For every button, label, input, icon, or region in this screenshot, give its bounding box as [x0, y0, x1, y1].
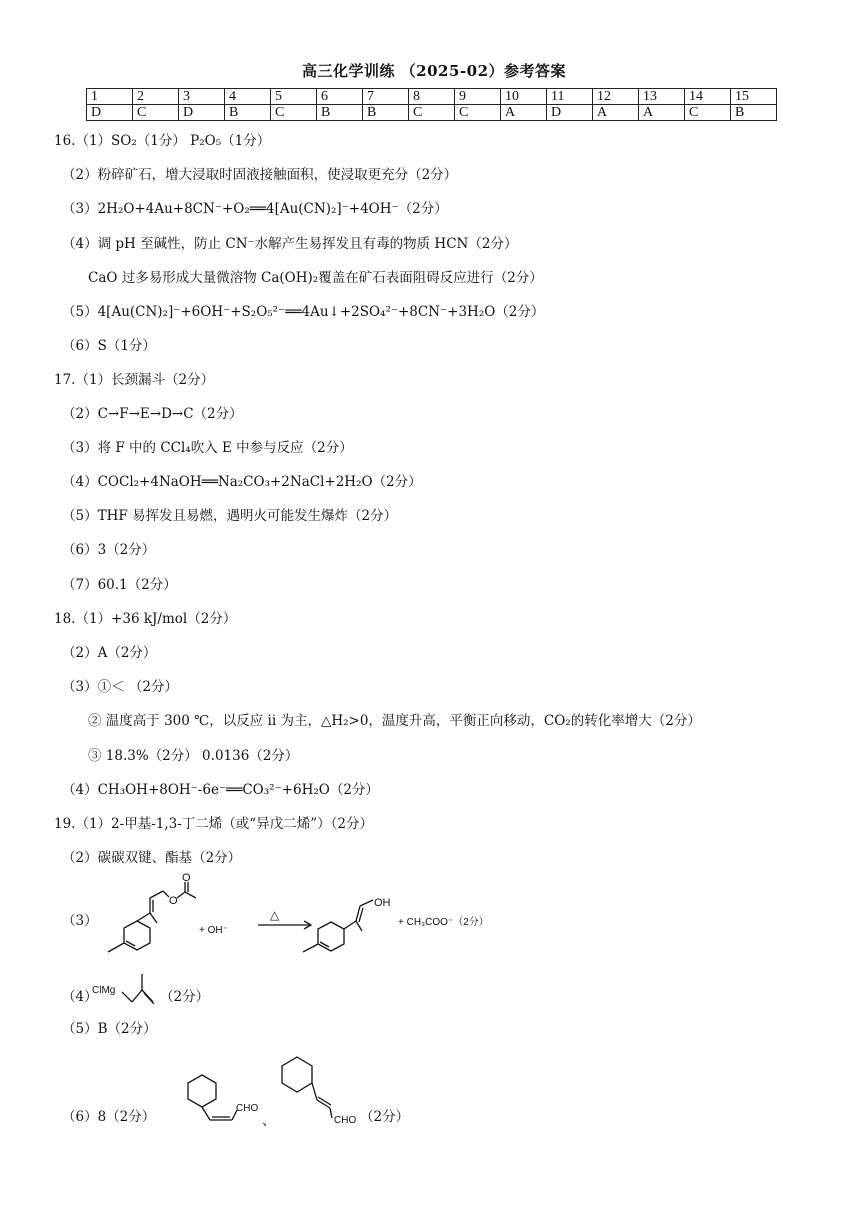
answer-cell: C — [455, 105, 501, 121]
answer-18-3b: ② 温度高于 300 ℃，以反应 ii 为主，△H₂>0，温度升高，平衡正向移动，CO₂的转化率增大（2分） — [88, 713, 701, 729]
question-number: 11 — [547, 89, 593, 105]
question-number: 13 — [639, 89, 685, 105]
answer-cell: A — [639, 105, 685, 121]
answer-19-6-label: （6）8（2分） — [62, 1109, 156, 1125]
answer-cell: B — [363, 105, 409, 121]
answer-16-4a: （4）调 pH 至碱性，防止 CN⁻水解产生易挥发且有毒的物质 HCN（2分） — [62, 236, 518, 252]
isomer-separator: 、 — [262, 1113, 276, 1129]
answer-cell: B — [317, 105, 363, 121]
answer-17-2: （2）C→F→E→D→C（2分） — [62, 406, 243, 422]
question-number: 8 — [409, 89, 455, 105]
answer-cell: B — [225, 105, 271, 121]
answer-18-4: （4）CH₃OH+8OH⁻-6e⁻══CO₃²⁻+6H₂O（2分） — [62, 782, 379, 798]
answer-16-2: （2）粉碎矿石，增大浸取时固液接触面积，使浸取更充分（2分） — [62, 167, 458, 183]
answer-table — [86, 88, 777, 121]
answer-19-1: 19.（1）2-甲基-1,3-丁二烯（或“异戊二烯”）（2分） — [54, 816, 373, 832]
answer-18-1: 18.（1）+36 kJ/mol（2分） — [54, 611, 237, 627]
carbonyl-oxygen-label: O — [182, 872, 191, 884]
question-number: 4 — [225, 89, 271, 105]
acetate-product: + CH₃COO⁻（2分） — [398, 917, 489, 928]
reactant-ester-structure — [95, 872, 205, 966]
question-number: 2 — [133, 89, 179, 105]
page-title: 高三化学训练 （2025-02）参考答案 — [301, 62, 567, 80]
answer-cell: C — [271, 105, 317, 121]
heat-symbol: △ — [270, 908, 280, 922]
question-number: 5 — [271, 89, 317, 105]
answer-19-4-label: （4） — [62, 989, 98, 1005]
answer-16-5: （5）4[Au(CN)₂]⁻+6OH⁻+S₂O₅²⁻══4Au↓+2SO₄²⁻+8CN⁻+3H₂O（2分） — [62, 304, 545, 320]
question-number: 10 — [501, 89, 547, 105]
answer-17-5: （5）THF 易挥发且易燃，遇明火可能发生爆炸（2分） — [62, 508, 398, 524]
answer-17-7: （7）60.1（2分） — [62, 577, 177, 593]
answer-16-6: （6）S（1分） — [62, 338, 156, 354]
answer-17-4: （4）COCl₂+4NaOH══Na₂CO₃+2NaCl+2H₂O（2分） — [62, 474, 422, 490]
answer-17-6: （6）3（2分） — [62, 542, 156, 558]
answer-cell: C — [133, 105, 179, 121]
answer-17-1: 17.（1）长颈漏斗（2分） — [54, 372, 215, 388]
answer-cell: D — [179, 105, 225, 121]
ester-oxygen-label: O — [169, 895, 178, 907]
question-number: 15 — [731, 89, 777, 105]
answer-16-1: 16.（1）SO₂（1分） P₂O₅（1分） — [54, 133, 271, 149]
answer-19-6-score: （2分） — [360, 1109, 410, 1125]
answer-table-answer-row — [87, 105, 777, 121]
answer-16-4b: CaO 过多易形成大量微溶物 Ca(OH)₂覆盖在矿石表面阻碍反应进行（2分） — [88, 270, 543, 286]
answer-19-2: （2）碳碳双键、酯基（2分） — [62, 850, 242, 866]
answer-cell: B — [731, 105, 777, 121]
answer-16-3: （3）2H₂O+4Au+8CN⁻+O₂══4[Au(CN)₂]⁻+4OH⁻（2分） — [62, 201, 448, 217]
question-number: 9 — [455, 89, 501, 105]
question-number: 6 — [317, 89, 363, 105]
answer-cell: C — [685, 105, 731, 121]
question-number: 12 — [593, 89, 639, 105]
answer-18-3a: （3）①＜ （2分） — [62, 679, 178, 695]
question-number: 14 — [685, 89, 731, 105]
hydroxyl-label: OH — [374, 897, 391, 909]
cis-cho-label: CHO — [236, 1103, 259, 1114]
answer-19-5: （5）B（2分） — [62, 1021, 157, 1037]
answer-19-4-score: （2分） — [160, 989, 210, 1005]
product-alcohol-structure — [298, 888, 408, 968]
answer-cell: A — [593, 105, 639, 121]
hydroxide-reactant: + OH⁻ — [199, 925, 228, 936]
answer-18-3c: ③ 18.3%（2分） 0.0136（2分） — [88, 748, 299, 764]
answer-18-2: （2）A（2分） — [62, 645, 157, 661]
question-number: 7 — [363, 89, 409, 105]
answer-19-3-label: （3） — [62, 913, 98, 929]
clmg-label: ClMg — [92, 985, 116, 996]
grignard-structure — [118, 968, 163, 1013]
trans-cho-label: CHO — [334, 1115, 357, 1126]
answer-table-number-row — [87, 89, 777, 105]
question-number: 3 — [179, 89, 225, 105]
answer-17-3: （3）将 F 中的 CCl₄吹入 E 中参与反应（2分） — [62, 440, 353, 456]
question-number: 1 — [87, 89, 133, 105]
answer-cell: D — [87, 105, 133, 121]
answer-cell: A — [501, 105, 547, 121]
answer-cell: D — [547, 105, 593, 121]
answer-cell: C — [409, 105, 455, 121]
